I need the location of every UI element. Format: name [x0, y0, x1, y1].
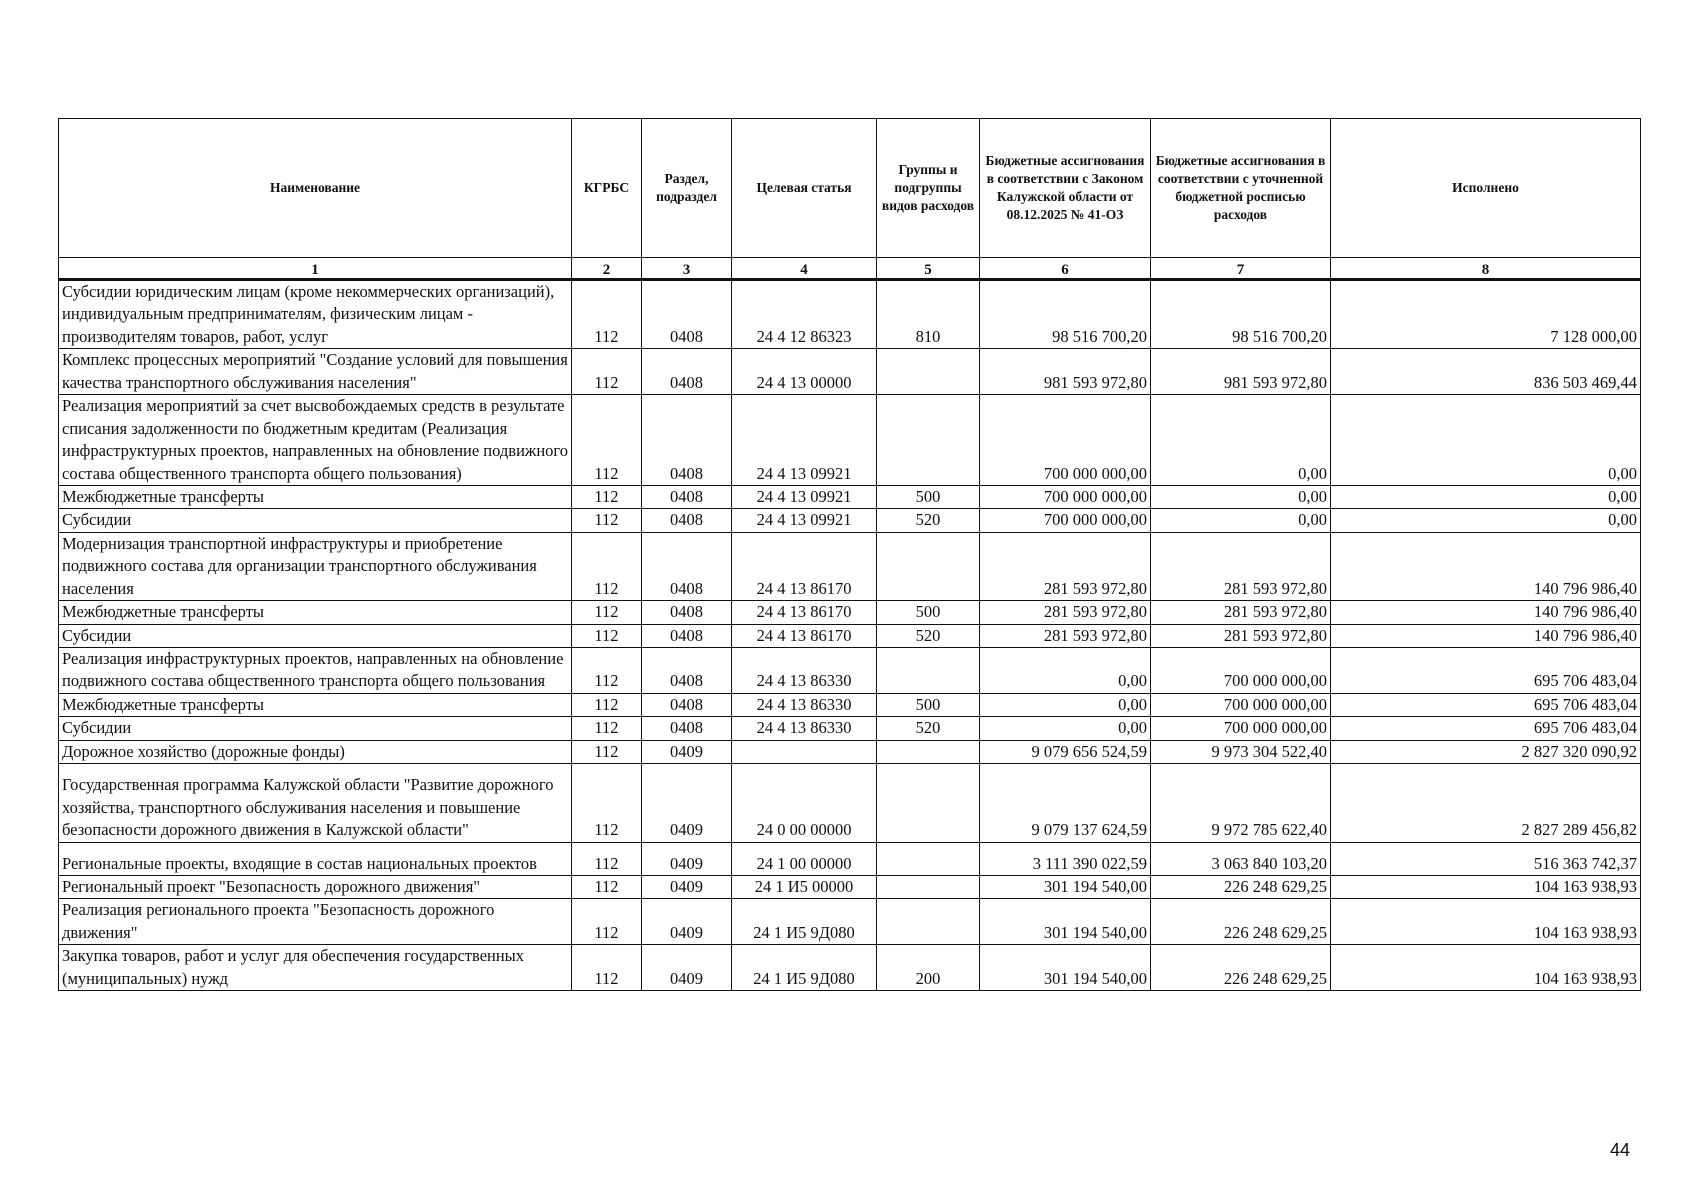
row-target-article: 24 4 12 86323	[732, 280, 877, 349]
row-executed: 2 827 289 456,82	[1331, 764, 1641, 842]
row-expense-group	[877, 532, 980, 600]
row-expense-group: 520	[877, 509, 980, 532]
row-expense-group: 520	[877, 717, 980, 740]
row-name: Реализация инфраструктурных проектов, направленных на обновление подвижного состава общественного транспорта общего пользования	[59, 648, 572, 694]
table-row	[59, 601, 1641, 624]
row-refined-allocation: 226 248 629,25	[1151, 875, 1331, 898]
row-section: 0408	[642, 509, 732, 532]
row-expense-group	[877, 648, 980, 694]
row-kgrbs: 112	[572, 601, 642, 624]
row-law-allocation: 301 194 540,00	[980, 899, 1151, 945]
row-name: Закупка товаров, работ и услуг для обеспечения государственных (муниципальных) нужд	[59, 945, 572, 991]
table-row	[59, 532, 1641, 600]
row-section: 0408	[642, 395, 732, 486]
table-row	[59, 875, 1641, 898]
col-header-law-allocations: Бюджетные ассигнования в соответствии с Законом Калужской области от 08.12.2025 № 41-ОЗ	[980, 119, 1151, 258]
row-law-allocation: 0,00	[980, 648, 1151, 694]
row-law-allocation: 281 593 972,80	[980, 624, 1151, 647]
column-number: 7	[1151, 258, 1331, 280]
col-header-section: Раздел, подраздел	[642, 119, 732, 258]
row-law-allocation: 700 000 000,00	[980, 509, 1151, 532]
row-law-allocation: 0,00	[980, 693, 1151, 716]
row-expense-group: 500	[877, 693, 980, 716]
row-refined-allocation: 0,00	[1151, 395, 1331, 486]
header-row	[59, 119, 1641, 258]
table-row	[59, 945, 1641, 991]
row-kgrbs: 112	[572, 764, 642, 842]
row-section: 0408	[642, 624, 732, 647]
col-header-target-article: Целевая статья	[732, 119, 877, 258]
row-target-article: 24 4 13 86330	[732, 693, 877, 716]
row-name: Межбюджетные трансферты	[59, 485, 572, 508]
row-law-allocation: 700 000 000,00	[980, 395, 1151, 486]
row-executed: 695 706 483,04	[1331, 648, 1641, 694]
row-kgrbs: 112	[572, 899, 642, 945]
table-row	[59, 842, 1641, 875]
row-section: 0409	[642, 875, 732, 898]
row-law-allocation: 9 079 137 624,59	[980, 764, 1151, 842]
row-section: 0409	[642, 740, 732, 763]
row-executed: 836 503 469,44	[1331, 349, 1641, 395]
row-executed: 140 796 986,40	[1331, 601, 1641, 624]
table-row	[59, 485, 1641, 508]
row-target-article: 24 4 13 86330	[732, 717, 877, 740]
row-law-allocation: 281 593 972,80	[980, 601, 1151, 624]
table-row	[59, 764, 1641, 842]
row-kgrbs: 112	[572, 509, 642, 532]
row-executed: 7 128 000,00	[1331, 280, 1641, 349]
row-section: 0408	[642, 717, 732, 740]
row-executed: 695 706 483,04	[1331, 693, 1641, 716]
row-refined-allocation: 98 516 700,20	[1151, 280, 1331, 349]
column-number: 3	[642, 258, 732, 280]
row-name: Субсидии	[59, 717, 572, 740]
row-name: Субсидии юридическим лицам (кроме некоммерческих организаций), индивидуальным предпринимателям, физическим лицам - производителям товаров, работ, услуг	[59, 280, 572, 349]
row-executed: 2 827 320 090,92	[1331, 740, 1641, 763]
row-executed: 0,00	[1331, 395, 1641, 486]
row-law-allocation: 301 194 540,00	[980, 945, 1151, 991]
row-section: 0408	[642, 648, 732, 694]
col-header-kgrbs: КГРБС	[572, 119, 642, 258]
row-expense-group	[877, 395, 980, 486]
row-executed: 104 163 938,93	[1331, 899, 1641, 945]
row-kgrbs: 112	[572, 717, 642, 740]
table-row	[59, 717, 1641, 740]
row-section: 0408	[642, 532, 732, 600]
row-expense-group	[877, 764, 980, 842]
row-kgrbs: 112	[572, 693, 642, 716]
row-law-allocation: 301 194 540,00	[980, 875, 1151, 898]
row-kgrbs: 112	[572, 875, 642, 898]
row-executed: 104 163 938,93	[1331, 875, 1641, 898]
row-expense-group: 500	[877, 601, 980, 624]
row-target-article: 24 4 13 86330	[732, 648, 877, 694]
column-number-row	[59, 258, 1641, 280]
row-expense-group	[877, 875, 980, 898]
page-number: 44	[1610, 1140, 1631, 1160]
row-kgrbs: 112	[572, 532, 642, 600]
col-header-name: Наименование	[59, 119, 572, 258]
row-name: Дорожное хозяйство (дорожные фонды)	[59, 740, 572, 763]
row-target-article: 24 1 00 00000	[732, 842, 877, 875]
row-kgrbs: 112	[572, 842, 642, 875]
row-section: 0408	[642, 280, 732, 349]
budget-table	[58, 118, 1641, 991]
row-refined-allocation: 700 000 000,00	[1151, 693, 1331, 716]
row-expense-group	[877, 349, 980, 395]
col-header-refined-allocations: Бюджетные ассигнования в соответствии с уточненной бюджетной росписью расходов	[1151, 119, 1331, 258]
column-number: 5	[877, 258, 980, 280]
row-target-article	[732, 740, 877, 763]
column-number: 8	[1331, 258, 1641, 280]
row-target-article: 24 1 И5 9Д080	[732, 899, 877, 945]
table-row	[59, 509, 1641, 532]
column-number: 6	[980, 258, 1151, 280]
column-number: 2	[572, 258, 642, 280]
row-section: 0409	[642, 764, 732, 842]
row-name: Реализация регионального проекта "Безопасность дорожного движения"	[59, 899, 572, 945]
row-name: Комплекс процессных мероприятий "Создание условий для повышения качества транспортного обслуживания населения"	[59, 349, 572, 395]
row-target-article: 24 4 13 86170	[732, 601, 877, 624]
row-expense-group	[877, 899, 980, 945]
row-refined-allocation: 9 972 785 622,40	[1151, 764, 1331, 842]
row-expense-group	[877, 842, 980, 875]
row-executed: 140 796 986,40	[1331, 532, 1641, 600]
row-expense-group: 500	[877, 485, 980, 508]
row-expense-group: 810	[877, 280, 980, 349]
column-number: 1	[59, 258, 572, 280]
row-target-article: 24 4 13 09921	[732, 395, 877, 486]
row-name: Государственная программа Калужской области "Развитие дорожного хозяйства, транспортного обслуживания населения и повышение безопасности дорожного движения в Калужской области"	[59, 764, 572, 842]
row-target-article: 24 4 13 86170	[732, 532, 877, 600]
col-header-executed: Исполнено	[1331, 119, 1641, 258]
row-section: 0408	[642, 485, 732, 508]
row-kgrbs: 112	[572, 740, 642, 763]
table-row	[59, 395, 1641, 486]
row-law-allocation: 981 593 972,80	[980, 349, 1151, 395]
row-kgrbs: 112	[572, 485, 642, 508]
row-refined-allocation: 281 593 972,80	[1151, 532, 1331, 600]
row-refined-allocation: 981 593 972,80	[1151, 349, 1331, 395]
row-refined-allocation: 700 000 000,00	[1151, 648, 1331, 694]
column-number: 4	[732, 258, 877, 280]
row-section: 0409	[642, 899, 732, 945]
row-target-article: 24 1 И5 9Д080	[732, 945, 877, 991]
row-target-article: 24 4 13 09921	[732, 509, 877, 532]
row-kgrbs: 112	[572, 624, 642, 647]
row-section: 0409	[642, 945, 732, 991]
row-name: Межбюджетные трансферты	[59, 693, 572, 716]
table-row	[59, 693, 1641, 716]
row-name: Региональный проект "Безопасность дорожного движения"	[59, 875, 572, 898]
row-target-article: 24 4 13 09921	[732, 485, 877, 508]
row-executed: 0,00	[1331, 485, 1641, 508]
row-law-allocation: 0,00	[980, 717, 1151, 740]
row-section: 0408	[642, 601, 732, 624]
table-row	[59, 740, 1641, 763]
row-refined-allocation: 9 973 304 522,40	[1151, 740, 1331, 763]
row-target-article: 24 0 00 00000	[732, 764, 877, 842]
row-name: Модернизация транспортной инфраструктуры и приобретение подвижного состава для организации транспортного обслуживания населения	[59, 532, 572, 600]
row-executed: 0,00	[1331, 509, 1641, 532]
row-expense-group: 520	[877, 624, 980, 647]
row-executed: 104 163 938,93	[1331, 945, 1641, 991]
row-refined-allocation: 281 593 972,80	[1151, 601, 1331, 624]
row-kgrbs: 112	[572, 280, 642, 349]
row-refined-allocation: 700 000 000,00	[1151, 717, 1331, 740]
row-target-article: 24 1 И5 00000	[732, 875, 877, 898]
row-name: Межбюджетные трансферты	[59, 601, 572, 624]
row-kgrbs: 112	[572, 349, 642, 395]
row-refined-allocation: 226 248 629,25	[1151, 899, 1331, 945]
row-law-allocation: 9 079 656 524,59	[980, 740, 1151, 763]
row-refined-allocation: 3 063 840 103,20	[1151, 842, 1331, 875]
row-kgrbs: 112	[572, 395, 642, 486]
row-law-allocation: 98 516 700,20	[980, 280, 1151, 349]
row-law-allocation: 281 593 972,80	[980, 532, 1151, 600]
row-executed: 695 706 483,04	[1331, 717, 1641, 740]
row-section: 0408	[642, 349, 732, 395]
table-row	[59, 280, 1641, 349]
row-expense-group: 200	[877, 945, 980, 991]
table-row	[59, 349, 1641, 395]
row-target-article: 24 4 13 86170	[732, 624, 877, 647]
row-name: Субсидии	[59, 509, 572, 532]
row-kgrbs: 112	[572, 945, 642, 991]
row-kgrbs: 112	[572, 648, 642, 694]
row-expense-group	[877, 740, 980, 763]
row-section: 0408	[642, 693, 732, 716]
row-refined-allocation: 226 248 629,25	[1151, 945, 1331, 991]
row-name: Региональные проекты, входящие в состав национальных проектов	[59, 842, 572, 875]
row-law-allocation: 700 000 000,00	[980, 485, 1151, 508]
table-row	[59, 648, 1641, 694]
row-refined-allocation: 0,00	[1151, 485, 1331, 508]
row-refined-allocation: 281 593 972,80	[1151, 624, 1331, 647]
row-target-article: 24 4 13 00000	[732, 349, 877, 395]
col-header-expense-groups: Группы и подгруппы видов расходов	[877, 119, 980, 258]
row-name: Субсидии	[59, 624, 572, 647]
row-executed: 516 363 742,37	[1331, 842, 1641, 875]
table-row	[59, 624, 1641, 647]
row-refined-allocation: 0,00	[1151, 509, 1331, 532]
row-executed: 140 796 986,40	[1331, 624, 1641, 647]
table-row	[59, 899, 1641, 945]
row-law-allocation: 3 111 390 022,59	[980, 842, 1151, 875]
row-section: 0409	[642, 842, 732, 875]
row-name: Реализация мероприятий за счет высвобождаемых средств в результате списания задолженности по бюджетным кредитам (Реализация инфраструктурных проектов, направленных на обновление подвижного состава общественного транспорта общего пользования)	[59, 395, 572, 486]
